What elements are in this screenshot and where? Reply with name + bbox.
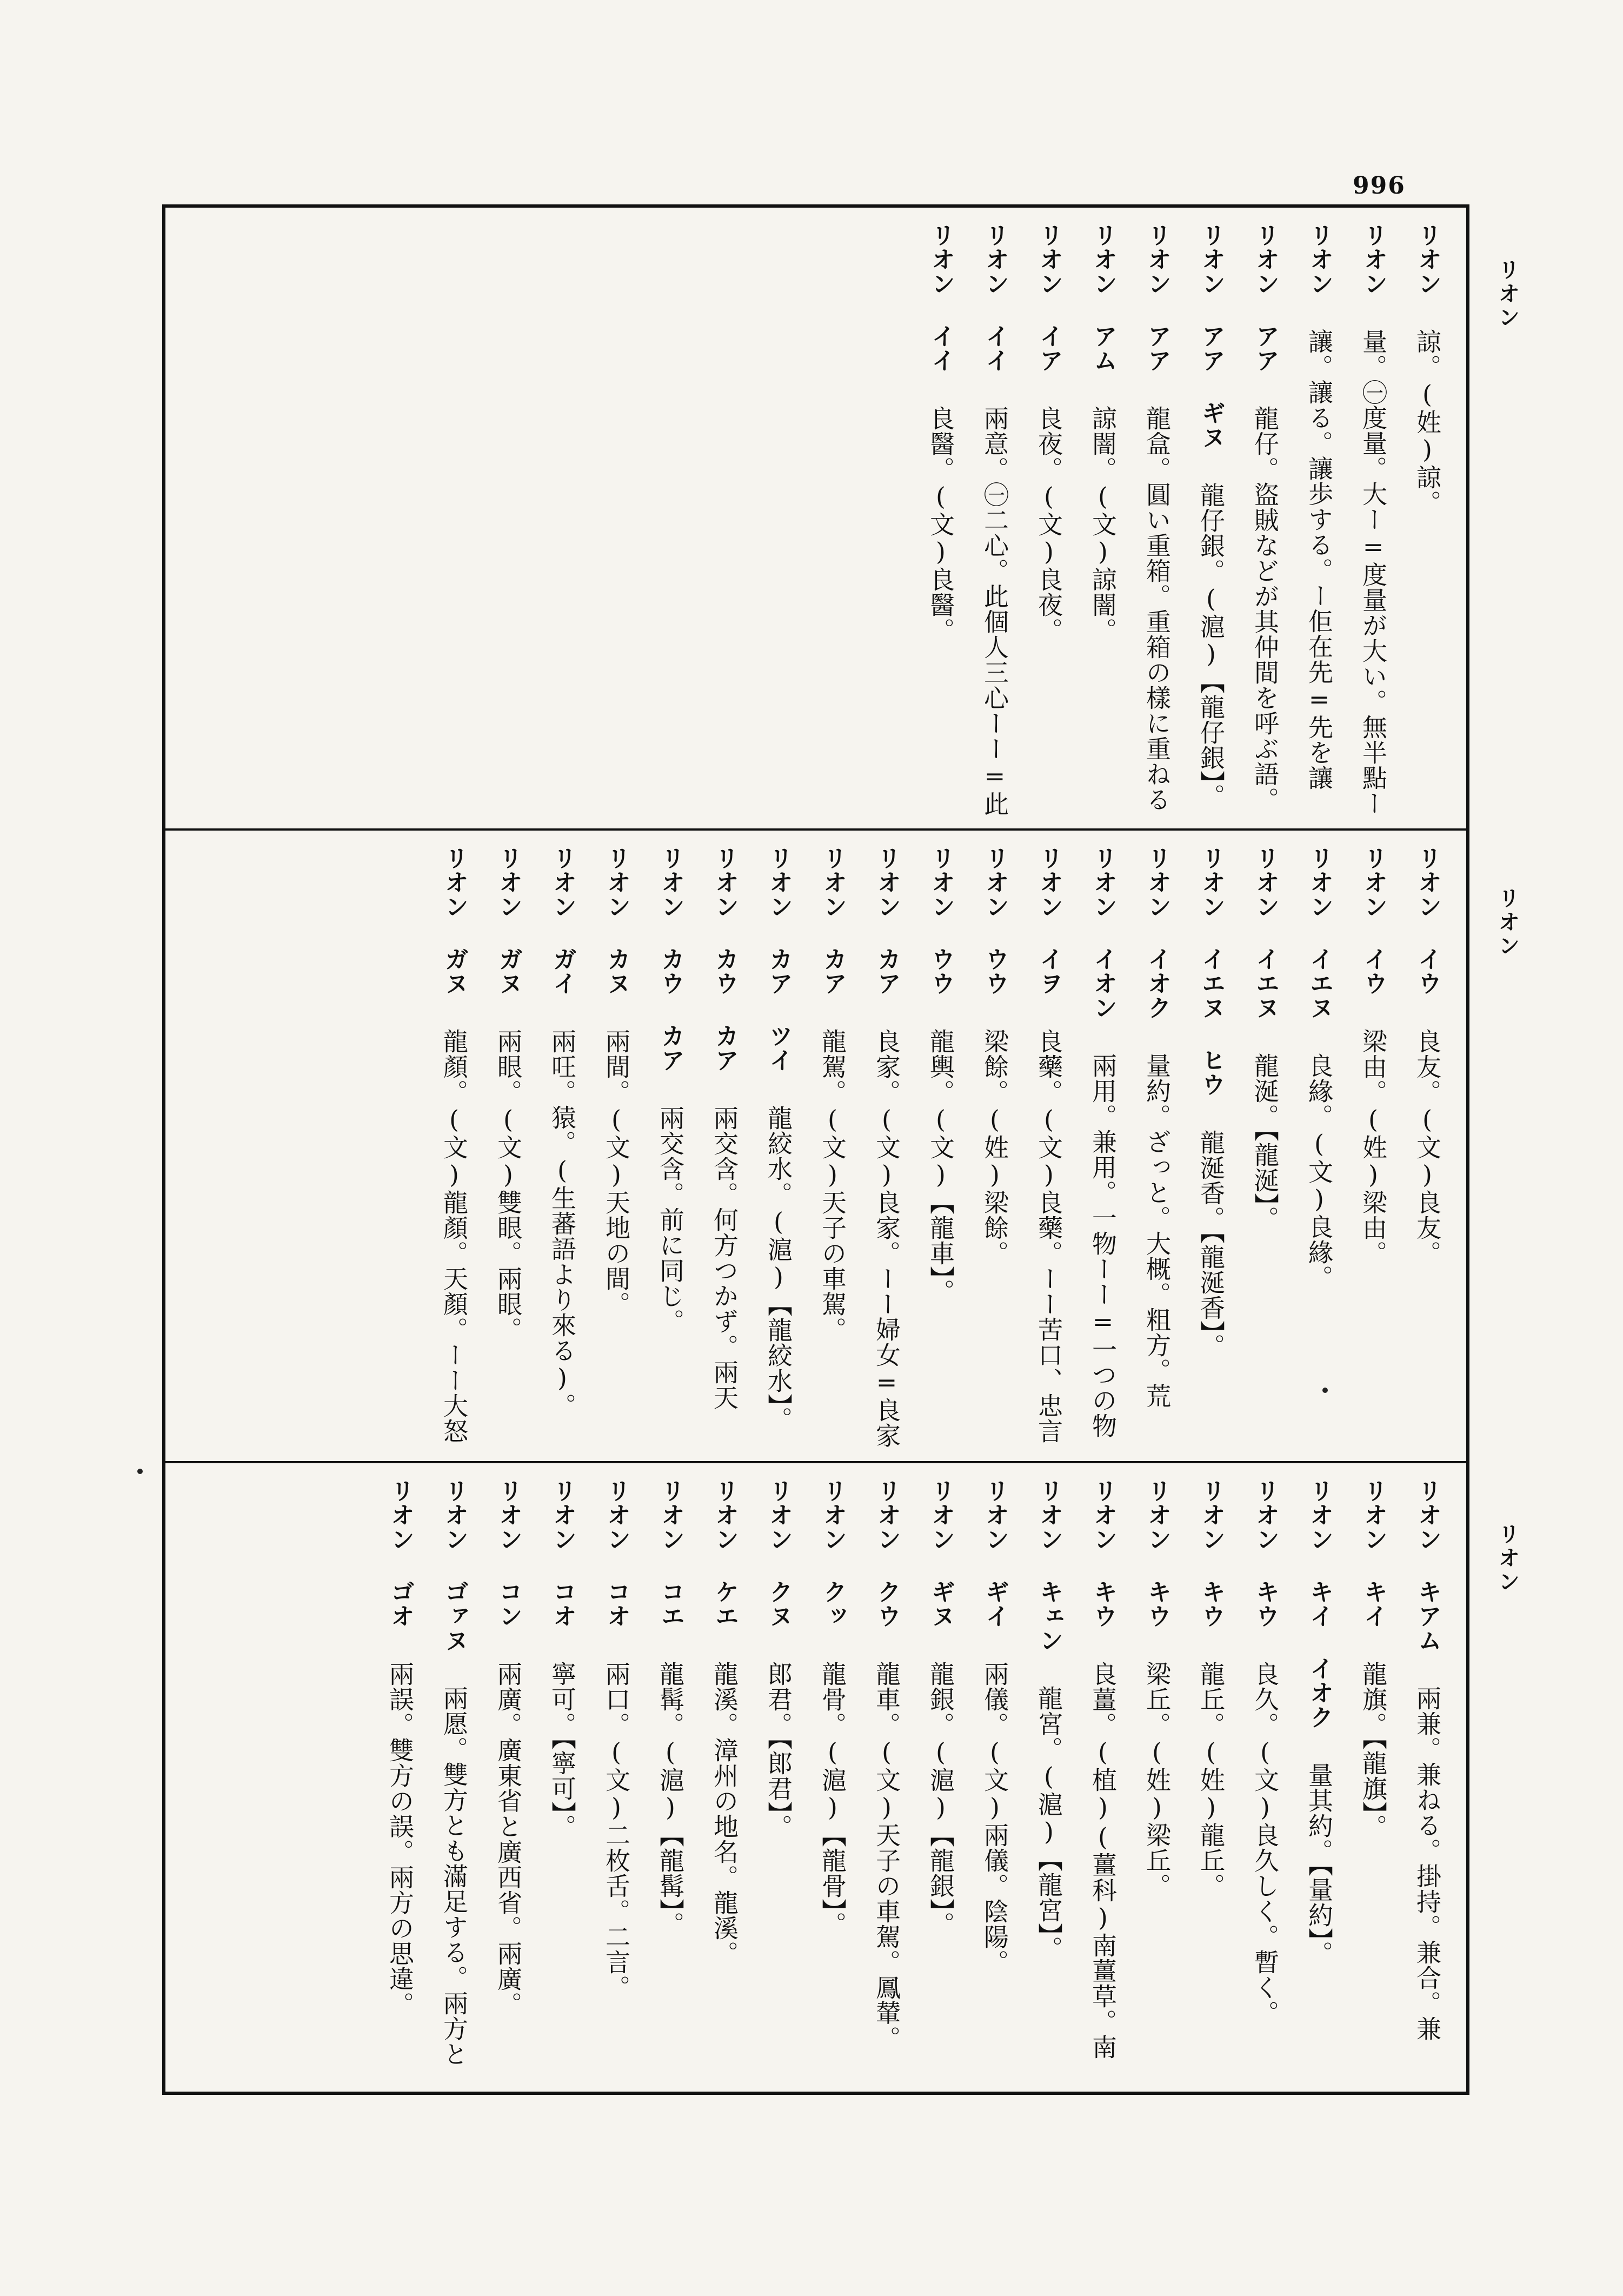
entry-reading: リオン イヲ (1035, 846, 1063, 996)
entry-reading: リオン キェン (1035, 1478, 1063, 1653)
dictionary-entry (1022, 1478, 1076, 2087)
entry-reading: リオン イオク (1143, 846, 1171, 1020)
entry-definition: 兩交含。何方つかず。兩天 (710, 1105, 739, 1410)
entry-reading: リオン クウ (873, 1478, 901, 1628)
dictionary-entry (481, 1478, 535, 2087)
entry-definition: 龍涎。【龍涎】。 (1250, 1053, 1280, 1231)
dictionary-entry (914, 223, 968, 823)
entry-definition: 龍髯。(滬)【龍髯】。 (656, 1661, 685, 1937)
dictionary-entry (1076, 1478, 1130, 2087)
page-number: 996 (1353, 172, 1406, 200)
dictionary-entry (589, 846, 643, 1456)
entry-reading: リオン キイ (1360, 1478, 1387, 1628)
entry-definition: 兩間。(文)天地の間。 (602, 1028, 631, 1317)
dictionary-entry (968, 846, 1022, 1456)
entry-reading: リオン カウ カア (657, 846, 684, 1072)
entry-definition: 龍仔。盜賊などが其仲間を呼ぶ語。 (1250, 406, 1280, 812)
entry-definition: 龍仔銀。(滬)【龍仔銀】。 (1196, 482, 1226, 809)
dictionary-entry (1184, 1478, 1238, 2087)
entry-reading: リオン ウウ (981, 846, 1009, 996)
entry-definition: 龍溪。漳州の地名。龍溪。 (710, 1661, 739, 1966)
entry-reading: リオン コエ (657, 1478, 684, 1628)
entry-definition: 龍輿。(文)【龍車】。 (926, 1028, 955, 1304)
entry-reading: リオン アム (1089, 223, 1117, 373)
entry-definition: 兩愿。雙方とも滿足する。兩方と (440, 1685, 469, 2067)
dictionary-entry (481, 846, 535, 1456)
entry-definition: 梁丘。(姓)梁丘。 (1142, 1661, 1172, 1899)
dictionary-frame (162, 204, 1469, 2095)
dictionary-entry (751, 846, 806, 1456)
dictionary-entry (806, 846, 860, 1456)
dictionary-entry (589, 1478, 643, 2087)
entry-reading: リオン コオ (603, 1478, 630, 1628)
entry-definition: 良緣。(文)良緣。 (1305, 1053, 1334, 1290)
entry-reading: リオン キウ (1198, 1478, 1225, 1628)
entry-reading: リオン アア ギヌ (1198, 223, 1225, 449)
dictionary-entry (1130, 1478, 1184, 2087)
entry-reading: リオン イア (1035, 223, 1063, 373)
entry-definition: 龍涎香。【龍涎香】。 (1196, 1130, 1226, 1359)
entry-definition: 兩口。(文)二枚舌。二言。 (602, 1661, 631, 2000)
entry-definition: 諒闇。(文)諒闇。 (1088, 406, 1118, 643)
dictionary-entry (535, 846, 589, 1456)
entry-reading: リオン キアム (1414, 1478, 1441, 1653)
entry-reading: リオン ギヌ (927, 1478, 955, 1628)
dictionary-entry (535, 1478, 589, 2087)
entry-reading: リオン ゴァヌ (441, 1478, 468, 1653)
entry-reading: リオン イオン (1089, 846, 1117, 1020)
entry-definition: 郎君。【郎君】。 (764, 1661, 793, 1840)
entry-definition: 龍盒。圓い重箱。重箱の樣に重ねる (1142, 406, 1172, 812)
entry-reading: リオン ガヌ (495, 846, 522, 996)
dictionary-entry (751, 1478, 806, 2087)
dictionary-entry (1022, 846, 1076, 1456)
entry-definition: 龍宮。(滬)【龍宮】。 (1034, 1685, 1063, 1961)
entry-reading: リオン ウウ (927, 846, 955, 996)
entry-reading: リオン キウ (1143, 1478, 1171, 1628)
entry-reading: リオン イイ (981, 223, 1009, 373)
entry-definition: 龍骨。(滬)【龍骨】。 (818, 1661, 847, 1937)
entry-reading: リオン (1414, 223, 1441, 296)
dictionary-band-middle (165, 831, 1466, 1463)
entry-definition: 良久。(文)良久しく。暫く。 (1250, 1661, 1280, 2026)
entry-reading: リオン カヌ (603, 846, 630, 996)
entry-definition: 諒。(姓)諒。 (1413, 329, 1442, 515)
entry-definition: 兩儀。(文)兩儀。陰陽。 (980, 1661, 1009, 1975)
entry-definition: 龍車。(文)天子の車駕。鳳輦。 (872, 1661, 901, 2051)
dictionary-entry (968, 1478, 1022, 2087)
entry-definition: 良薑。(植)(薑科)南薑草。南 (1088, 1661, 1118, 2060)
entry-reading: リオン イエヌ ヒウ (1198, 846, 1225, 1097)
entry-reading: リオン イイ (927, 223, 955, 373)
entry-definition: 良友。(文)良友。 (1413, 1028, 1442, 1266)
dictionary-entry (1346, 846, 1400, 1456)
dictionary-entry (1346, 223, 1400, 823)
dictionary-entry (806, 1478, 860, 2087)
dictionary-entry (1292, 846, 1346, 1456)
entry-reading: リオン ゴオ (387, 1478, 414, 1628)
entry-definition: 良夜。(文)良夜。 (1034, 406, 1063, 643)
entry-definition: 兩兼。兼ねる。掛持。兼合。兼 (1413, 1685, 1442, 2041)
dictionary-entry (1130, 846, 1184, 1456)
entry-reading: リオン クヌ (765, 1478, 793, 1628)
entry-reading: リオン カア ツイ (765, 846, 793, 1072)
entry-definition: 兩交含。前に同じ。 (656, 1105, 685, 1334)
entry-reading: リオン ガヌ (441, 846, 468, 996)
entry-definition: 龍旗。【龍旗】。 (1359, 1661, 1388, 1840)
dictionary-entry (1076, 223, 1130, 823)
entry-definition: 量其約。【量約】。 (1305, 1762, 1334, 1966)
dictionary-band-bottom (165, 1463, 1466, 2095)
entry-definition: 兩誤。雙方の誤。兩方の思違。 (385, 1661, 415, 2017)
entry-definition: 兩眼。(文)雙眼。兩眼。 (494, 1028, 523, 1342)
entry-reading: リオン ケエ (711, 1478, 739, 1628)
dictionary-entry (1292, 223, 1346, 823)
entry-reading: リオン カア (873, 846, 901, 996)
entry-definition: 兩廣。廣東省と廣西省。兩廣。 (494, 1661, 523, 2017)
entry-definition: 量約。ざっと。大概。粗方。荒 (1142, 1053, 1172, 1409)
dictionary-entry (697, 1478, 751, 2087)
entry-reading: リオン キイ イオク (1306, 1478, 1333, 1729)
entry-definition: 梁餘。(姓)梁餘。 (980, 1028, 1009, 1266)
dictionary-entry (914, 846, 968, 1456)
entry-reading: リオン ギイ (981, 1478, 1009, 1628)
dictionary-band-top (165, 208, 1466, 831)
dictionary-entry (643, 1478, 697, 2087)
entry-definition: 兩意。㊀二心。此個人三心ーー=此 (980, 406, 1009, 817)
entry-definition: 良藥。(文)良藥。ーー苦口、忠言 (1034, 1028, 1063, 1444)
running-head-top: リオン (1495, 258, 1520, 330)
dictionary-entry (1238, 846, 1292, 1456)
entry-reading: リオン キウ (1089, 1478, 1117, 1628)
entry-definition: 龍顏。(文)龍顏。天顏。ーー大怒 (440, 1028, 469, 1444)
dictionary-entry (1292, 1478, 1346, 2087)
entry-reading: リオン キウ (1252, 1478, 1279, 1628)
entry-definition: 龍丘。(姓)龍丘。 (1196, 1661, 1226, 1899)
entry-definition: 兩用。兼用。一物ーー=一つの物 (1088, 1053, 1118, 1438)
entry-reading: リオン イウ (1360, 846, 1387, 996)
dictionary-entry (697, 846, 751, 1456)
dictionary-entry (427, 846, 481, 1456)
dictionary-entry (1238, 1478, 1292, 2087)
entry-reading: リオン カア (819, 846, 847, 996)
dictionary-entry (860, 846, 914, 1456)
dictionary-entry (1076, 846, 1130, 1456)
entry-reading: リオン イウ (1414, 846, 1441, 996)
dictionary-entry (427, 1478, 481, 2087)
dictionary-entry (1346, 1478, 1400, 2087)
entry-reading: リオン アア (1143, 223, 1171, 373)
entry-reading: リオン カウ カア (711, 846, 739, 1072)
entry-reading: リオン (1360, 223, 1387, 296)
dictionary-entry (914, 1478, 968, 2087)
entry-definition: 龍銀。(滬)【龍銀】。 (926, 1661, 955, 1937)
dictionary-entry (1130, 223, 1184, 823)
dictionary-entry (1184, 223, 1238, 823)
entry-reading: リオン ガイ (549, 846, 576, 996)
entry-reading: リオン イエヌ (1252, 846, 1279, 1020)
running-head-bottom: リオン (1495, 1523, 1520, 1594)
dictionary-entry (1400, 846, 1454, 1456)
margin-mark-dot (137, 1469, 143, 1474)
entry-definition: 良醫。(文)良醫。 (926, 406, 955, 643)
entry-reading: リオン コン (495, 1478, 522, 1628)
dictionary-entry (1022, 223, 1076, 823)
dictionary-entry (968, 223, 1022, 823)
entry-reading: リオン (1306, 223, 1333, 296)
entry-definition: 梁由。(姓)梁由。 (1359, 1028, 1388, 1266)
entry-definition: 龍絞水。(滬)【龍絞水】。 (764, 1105, 793, 1432)
entry-reading: リオン コオ (549, 1478, 576, 1628)
dictionary-entry (1184, 846, 1238, 1456)
entry-definition: 龍駕。(文)天子の車駕。 (818, 1028, 847, 1342)
running-head-middle: リオン (1495, 887, 1520, 958)
dictionary-entry (373, 1478, 427, 2087)
dictionary-entry (1400, 223, 1454, 823)
entry-definition: 讓。讓る。讓歩する。ー佢在先=先を讓 (1305, 329, 1334, 791)
dictionary-entry (860, 1478, 914, 2087)
entry-definition: 量。㊀度量。大ー=度量が大い。無半點ー (1359, 329, 1388, 816)
dictionary-entry (1238, 223, 1292, 823)
dictionary-entry (643, 846, 697, 1456)
entry-reading: リオン イエヌ (1306, 846, 1333, 1020)
entry-reading: リオン クッ (819, 1478, 847, 1628)
entry-definition: 兩㕵。猿。(生蕃語より來る)。 (548, 1028, 577, 1418)
entry-definition: 寧可。【寧可】。 (548, 1661, 577, 1840)
entry-definition: 良家。(文)良家。ーー婦女=良家 (872, 1028, 901, 1448)
dictionary-entry (1400, 1478, 1454, 2087)
margin-mark-dot (1322, 1388, 1328, 1393)
entry-reading: リオン アア (1252, 223, 1279, 373)
